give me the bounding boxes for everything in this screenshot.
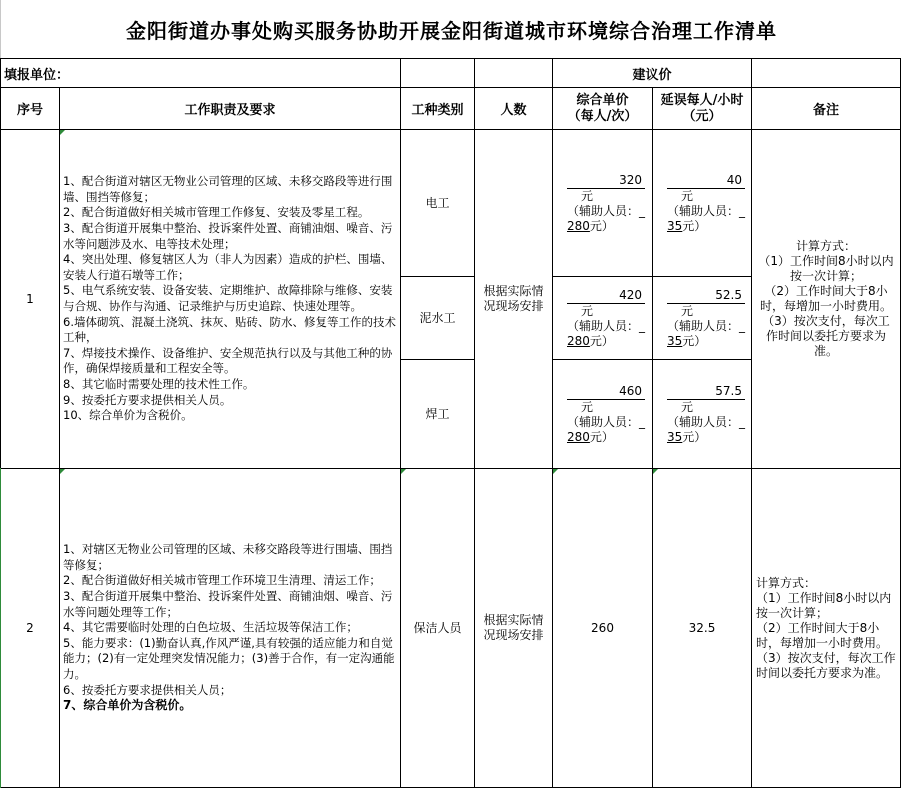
remark-line: （1）工作时间8小时以内按一次计算； [756,590,892,620]
remark-line: （3）按次支付，每次工作时间以委托方要求为准。 [762,314,890,358]
helper-label: （辅助人员：_ [567,414,646,429]
row1-duty-line: 4、突出处理、修复辖区人为（非人为因素）造成的护栏、围墙、安装人行道石墩等工作； [63,252,393,282]
row1-no: 1 [0,129,60,469]
row2-overtime: 32.5 [652,468,752,788]
trade-type-mason: 泥水工 [400,276,475,360]
col-header-no: 序号 [0,87,60,130]
row1-duties [59,129,401,469]
col-header-remark: 备注 [751,87,901,130]
col-header-type: 工种类别 [400,87,475,130]
helper-label: （辅助人员：_ [567,318,646,333]
row2-type: 保洁人员 [400,468,475,788]
price-welder [552,359,653,469]
row2-duty-line: 4、其它需要临时处理的白色垃圾、生活垃圾等保洁工作； [63,620,358,635]
cell-marker [60,469,65,474]
row2-duty-line: 3、配合街道开展集中整治、投诉案件处置、商铺油烟、噪音、污水等问题处理等工作； [63,589,393,619]
row2-duties [59,468,401,788]
price-unit: 元 [581,303,594,318]
row2-no: 2 [0,468,60,788]
helper-unit: 元） [589,429,614,444]
helper-unit: 元） [589,218,614,233]
trade-type-electrician: 电工 [400,129,475,277]
helper-price: 280 [567,429,590,444]
price-value: 460 [567,384,645,400]
price-value: 420 [567,288,645,304]
trade-type-welder: 焊工 [400,359,475,469]
header-blank-count [474,58,553,88]
overtime-helper: 35 [667,333,683,348]
price-value: 320 [567,173,645,189]
overtime-helper-label: （辅助人员：_ [667,318,746,333]
row2-duty-line: 1、对辖区无物业公司管理的区域、未移交路段等进行围墙、围挡等修复； [63,542,393,572]
overtime-helper-label: （辅助人员：_ [667,414,746,429]
suggested-price-header: 建议价 [552,58,752,88]
overtime-helper: 35 [667,218,683,233]
row1-duty-line: 2、配合街道做好相关城市管理工作修复、安装及零星工程。 [63,205,370,220]
reporting-unit-label: 填报单位： [0,58,401,88]
overtime-helper-label: （辅助人员：_ [667,203,746,218]
remark-line: （2）工作时间大于8小时，每增加一小时费用。 [756,620,889,650]
col-header-overtime [652,87,752,130]
row1-duty-line: 7、焊接技术操作、设备维护、安全规范执行以及与其他工种的协作，确保焊接质量和工程安全等。 [63,345,393,376]
overtime-mason [652,276,752,360]
row2-duty-line: 6、按委托方要求提供相关人员； [63,682,232,697]
col-header-unit-price-line2: （每人/次） [567,108,638,124]
row2-remark [751,468,901,788]
cell-marker [653,469,658,474]
row1-duty-line: 3、配合街道开展集中整治、投诉案件处置、商铺油烟、噪音、污水等问题涉及水、电等技术处理； [63,221,393,251]
overtime-value: 57.5 [667,384,745,400]
helper-unit: 元） [589,333,614,348]
col-header-unit-price-line1: 综合单价 [576,92,629,108]
helper-price: 280 [567,218,590,233]
row1-count: 根据实际情况现场安排 [474,129,553,469]
header-blank-remark [751,58,901,88]
helper-label: （辅助人员：_ [567,203,646,218]
overtime-helper-unit: 元） [682,218,707,233]
selection-edge [0,468,1,788]
row2-duty-line: 2、配合街道做好相关城市管理工作环境卫生清理、清运工作； [63,573,381,588]
row2-count: 根据实际情况现场安排 [474,468,553,788]
price-unit: 元 [581,188,594,203]
overtime-helper-unit: 元） [682,333,707,348]
remark-line: （1）工作时间8小时以内按一次计算； [758,254,894,283]
col-header-overtime-line1: 延误每人/小时 [660,92,744,108]
overtime-helper: 35 [667,429,683,444]
col-header-count: 人数 [474,87,553,130]
row1-duty-line: 5、电气系统安装、设备安装、定期维护、故障排除与维修、安装与合规、协作与沟通、记录维护与历史追踪、快速处理等。 [63,283,393,313]
col-header-duties: 工作职责及要求 [59,87,401,130]
row2-duty-line-bold: 7、综合单价为含税价。 [63,698,192,713]
overtime-helper-unit: 元） [682,429,707,444]
overtime-electrician [652,129,752,277]
row2-duty-line: 5、能力要求：(1)勤奋认真,作风严谨,具有较强的适应能力和自觉能力；(2)有一定处理突发情况能力；(3)善于合作，有一定沟通能力。 [63,635,395,681]
remark-line: 计算方式： [795,239,856,253]
overtime-unit: 元 [681,399,694,414]
overtime-unit: 元 [681,188,694,203]
row1-duty-line: 10、综合单价为含税价。 [63,408,193,423]
price-mason [552,276,653,360]
row1-duty-line: 9、按委托方要求提供相关人员。 [63,392,232,407]
overtime-value: 40 [667,173,745,189]
price-electrician [552,129,653,277]
row1-duty-line: 6.墙体砌筑、混凝土浇筑、抹灰、贴砖、防水、修复等工作的技术工种， [63,314,396,345]
cell-marker [60,130,65,135]
col-header-unit-price [552,87,653,130]
row1-remark [751,129,901,469]
cell-marker [401,469,406,474]
price-unit: 元 [581,399,594,414]
overtime-value: 52.5 [667,288,745,304]
remark-line: （2）工作时间大于8小时，每增加一小时费用。 [759,284,892,313]
cell-marker [553,469,558,474]
overtime-unit: 元 [681,303,694,318]
overtime-welder [652,359,752,469]
remark-line: （3）按次支付，每次工作时间以委托方要求为准。 [756,650,896,680]
col-header-overtime-line2: （元） [682,108,722,124]
row1-duty-line: 1、配合街道对辖区无物业公司管理的区域、未移交路段等进行围墙、围挡等修复； [63,174,393,204]
remark-line: 计算方式： [756,575,817,590]
header-blank-type [400,58,475,88]
row2-price: 260 [552,468,653,788]
helper-price: 280 [567,333,590,348]
document-title: 金阳街道办事处购买服务协助开展金阳街道城市环境综合治理工作清单 [0,0,901,58]
row1-duty-line: 8、其它临时需要处理的技术性工作。 [63,376,255,391]
